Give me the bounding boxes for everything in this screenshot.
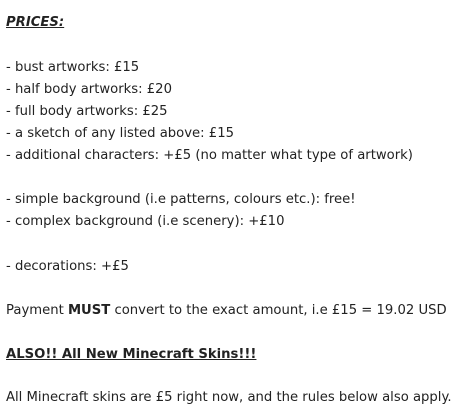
price-item-bust: - bust artworks: £15 xyxy=(6,60,140,75)
payment-note xyxy=(6,302,447,320)
price-item-additional-characters: - additional characters: +£5 (no matter what type of artwork) xyxy=(6,148,413,163)
payment-emphasis: MUST xyxy=(67,303,111,318)
prices-heading: PRICES: xyxy=(6,15,65,30)
minecraft-text: All Minecraft skins are £5 right now, and the rules below also apply. xyxy=(6,390,452,405)
price-item-half-body: - half body artworks: £20 xyxy=(6,82,172,97)
decorations-item: - decorations: +£5 xyxy=(6,259,129,274)
price-item-full-body: - full body artworks: £25 xyxy=(6,104,168,119)
background-item-complex: - complex background (i.e scenery): +£10 xyxy=(6,214,285,229)
background-item-simple: - simple background (i.e patterns, colours etc.): free! xyxy=(6,192,356,207)
payment-suffix: convert to the exact amount, i.e £15 = 19.02 USD xyxy=(110,303,447,318)
payment-prefix: Payment xyxy=(6,303,68,318)
price-item-sketch: - a sketch of any listed above: £15 xyxy=(6,126,234,141)
minecraft-heading: ALSO!! All New Minecraft Skins!!! xyxy=(6,347,257,362)
